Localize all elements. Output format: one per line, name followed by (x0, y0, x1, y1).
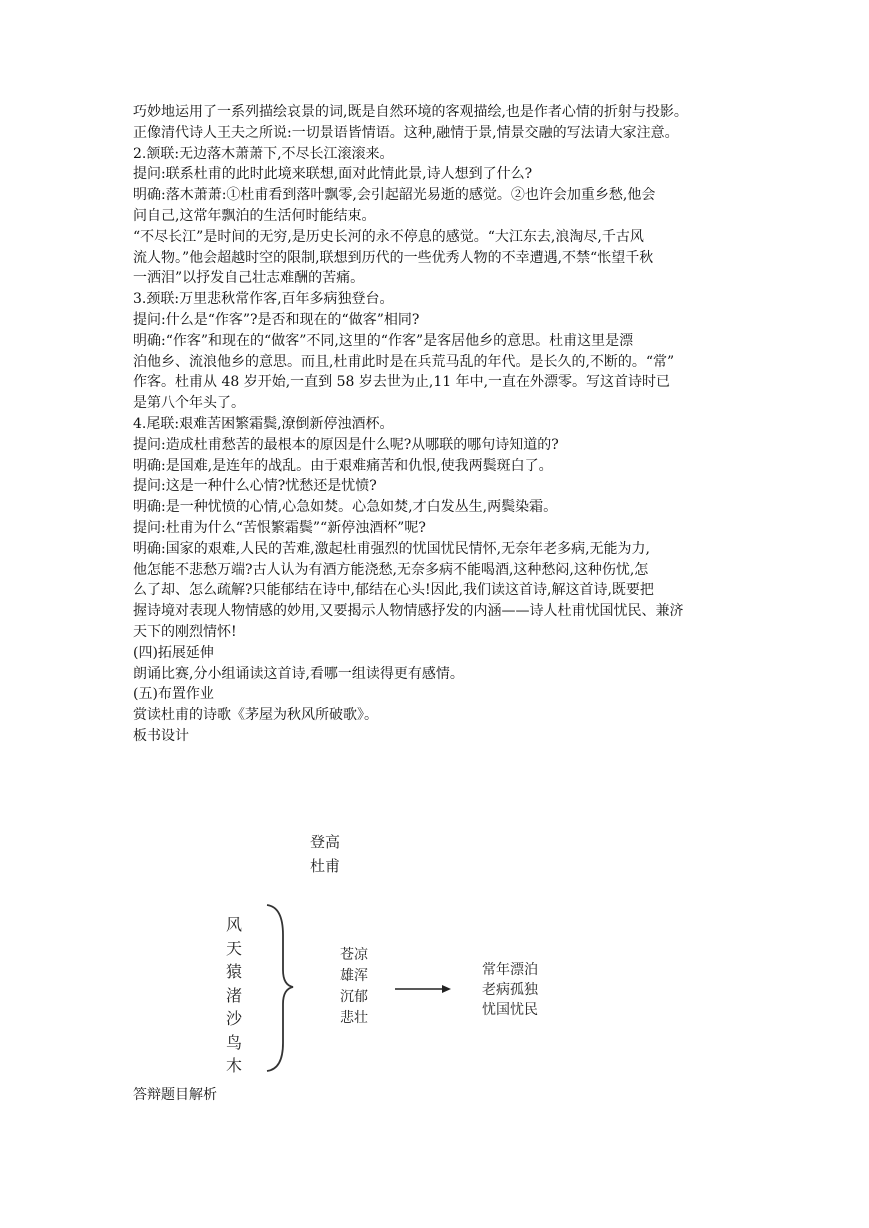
text-line: 2.颔联:无边落木萧萧下,不尽长江滚滚来。 (133, 145, 394, 162)
image-word: 天 (225, 938, 242, 958)
mood-list (340, 945, 368, 1029)
lesson-text (133, 102, 753, 747)
image-word: 渚 (225, 985, 242, 1005)
text-line: 4.尾联:艰难苦困繁霜鬓,潦倒新停浊酒杯。 (133, 415, 394, 432)
text-line: 作客。杜甫从 48 岁开始,一直到 58 岁去世为止,11 年中,一直在外漂零。写这首诗时已 (133, 374, 671, 391)
image-list (225, 913, 243, 1078)
text-line: 提问:杜甫为什么“苦恨繁霜鬓”“新停浊酒杯”呢? (133, 519, 426, 536)
text-line: 提问:造成杜甫愁苦的最根本的原因是什么呢?从哪联的哪句诗知道的? (133, 436, 559, 453)
text-line: 明确:是国难,是连年的战乱。由于艰难痛苦和仇恨,使我两鬓斑白了。 (133, 457, 553, 474)
text-line: 问自己,这常年飘泊的生活何时能结束。 (133, 207, 376, 224)
text-line: 明确:落木萧萧:①杜甫看到落叶飘零,会引起韶光易逝的感觉。②也许会加重乡愁,他会 (133, 187, 656, 204)
text-line: 赏读杜甫的诗歌《茅屋为秋风所破歌》。 (133, 707, 378, 724)
text-line: 提问:联系杜甫的此时此境来联想,面对此情此景,诗人想到了什么? (133, 166, 533, 183)
image-word: 沙 (225, 1009, 242, 1028)
mood-word: 苍凉 (340, 947, 368, 963)
text-line: 泊他乡、流浪他乡的意思。而且,杜甫此时是在兵荒马乱的年代。是长久的,不断的。“常” (133, 353, 675, 370)
image-word: 风 (225, 915, 242, 934)
text-line: 天下的刚烈情怀! (133, 623, 237, 640)
text-line: 流人物。”他会超越时空的限制,联想到历代的一些优秀人物的不幸遭遇,不禁“怅望千秋 (133, 249, 654, 266)
text-line: 他怎能不悲愁万端?古人认为有酒方能浇愁,无奈多病不能喝酒,这种愁闷,这种伤忧,怎 (133, 561, 649, 578)
theme-phrase: 忧国忧民 (482, 1002, 538, 1018)
text-line: “不尽长江”是时间的无穷,是历史长河的永不停息的感觉。“大江东去,浪淘尽,千古风 (133, 228, 644, 245)
text-line: (五)布置作业 (133, 686, 214, 703)
theme-list (482, 960, 538, 1020)
image-word: 鸟 (225, 1032, 242, 1052)
arrow-head (442, 985, 451, 993)
text-line: 是第八个年头了。 (133, 395, 245, 412)
theme-phrase: 老病孤独 (482, 982, 538, 998)
text-line: 一洒泪”以抒发自己壮志难酬的苦痛。 (133, 270, 365, 287)
mood-word: 雄浑 (340, 968, 368, 984)
theme-phrase: 常年漂泊 (482, 962, 538, 978)
text-line: 明确:“作客”和现在的“做客”不同,这里的“作客”是客居他乡的意思。杜甫这里是漂 (133, 332, 634, 349)
text-line: 朗诵比赛,分小组诵读这首诗,看哪一组读得更有感情。 (133, 665, 464, 682)
diagram-lines (215, 825, 575, 1075)
text-line: 提问:什么是“作客”?是否和现在的“做客”相同? (133, 311, 420, 328)
text-line: 么了却、怎么疏解?只能郁结在诗中,郁结在心头!因此,我们读这首诗,解这首诗,既要把 (133, 582, 654, 599)
diagram-title-block (310, 830, 340, 878)
text-line: 明确:是一种忧愤的心情,心急如焚。心急如焚,才白发丛生,两鬓染霜。 (133, 499, 558, 516)
mood-word: 沉郁 (340, 989, 368, 1005)
text-line: 板书设计 (133, 727, 189, 744)
board-design-diagram (215, 825, 575, 1075)
image-word: 木 (225, 1056, 242, 1075)
diagram-title: 登高 (310, 833, 341, 851)
image-word: 猿 (225, 962, 242, 981)
mood-word: 悲壮 (340, 1010, 368, 1026)
text-line: 明确:国家的艰难,人民的苦难,激起杜甫强烈的忧国忧民情怀,无奈年老多病,无能为力, (133, 540, 650, 557)
curly-brace (267, 905, 293, 1071)
text-line: 3.颈联:万里悲秋常作客,百年多病独登台。 (133, 291, 394, 308)
text-line: 握诗境对表现人物情感的妙用,又要揭示人物情感抒发的内涵——诗人杜甫忧国忧民、兼济 (133, 603, 684, 620)
diagram-author: 杜甫 (310, 857, 341, 875)
text-line: 提问:这是一种什么心情?忧愁还是忧愤? (133, 478, 377, 495)
text-line: 正像清代诗人王夫之所说:一切景语皆情语。这种,融情于景,情景交融的写法请大家注意。 (133, 124, 679, 141)
text-line: 巧妙地运用了一系列描绘哀景的词,既是自然环境的客观描绘,也是作者心情的折射与投影。 (133, 104, 688, 120)
text-line: (四)拓展延伸 (133, 644, 214, 661)
footer-heading: 答辩题目解析 (133, 1087, 217, 1103)
